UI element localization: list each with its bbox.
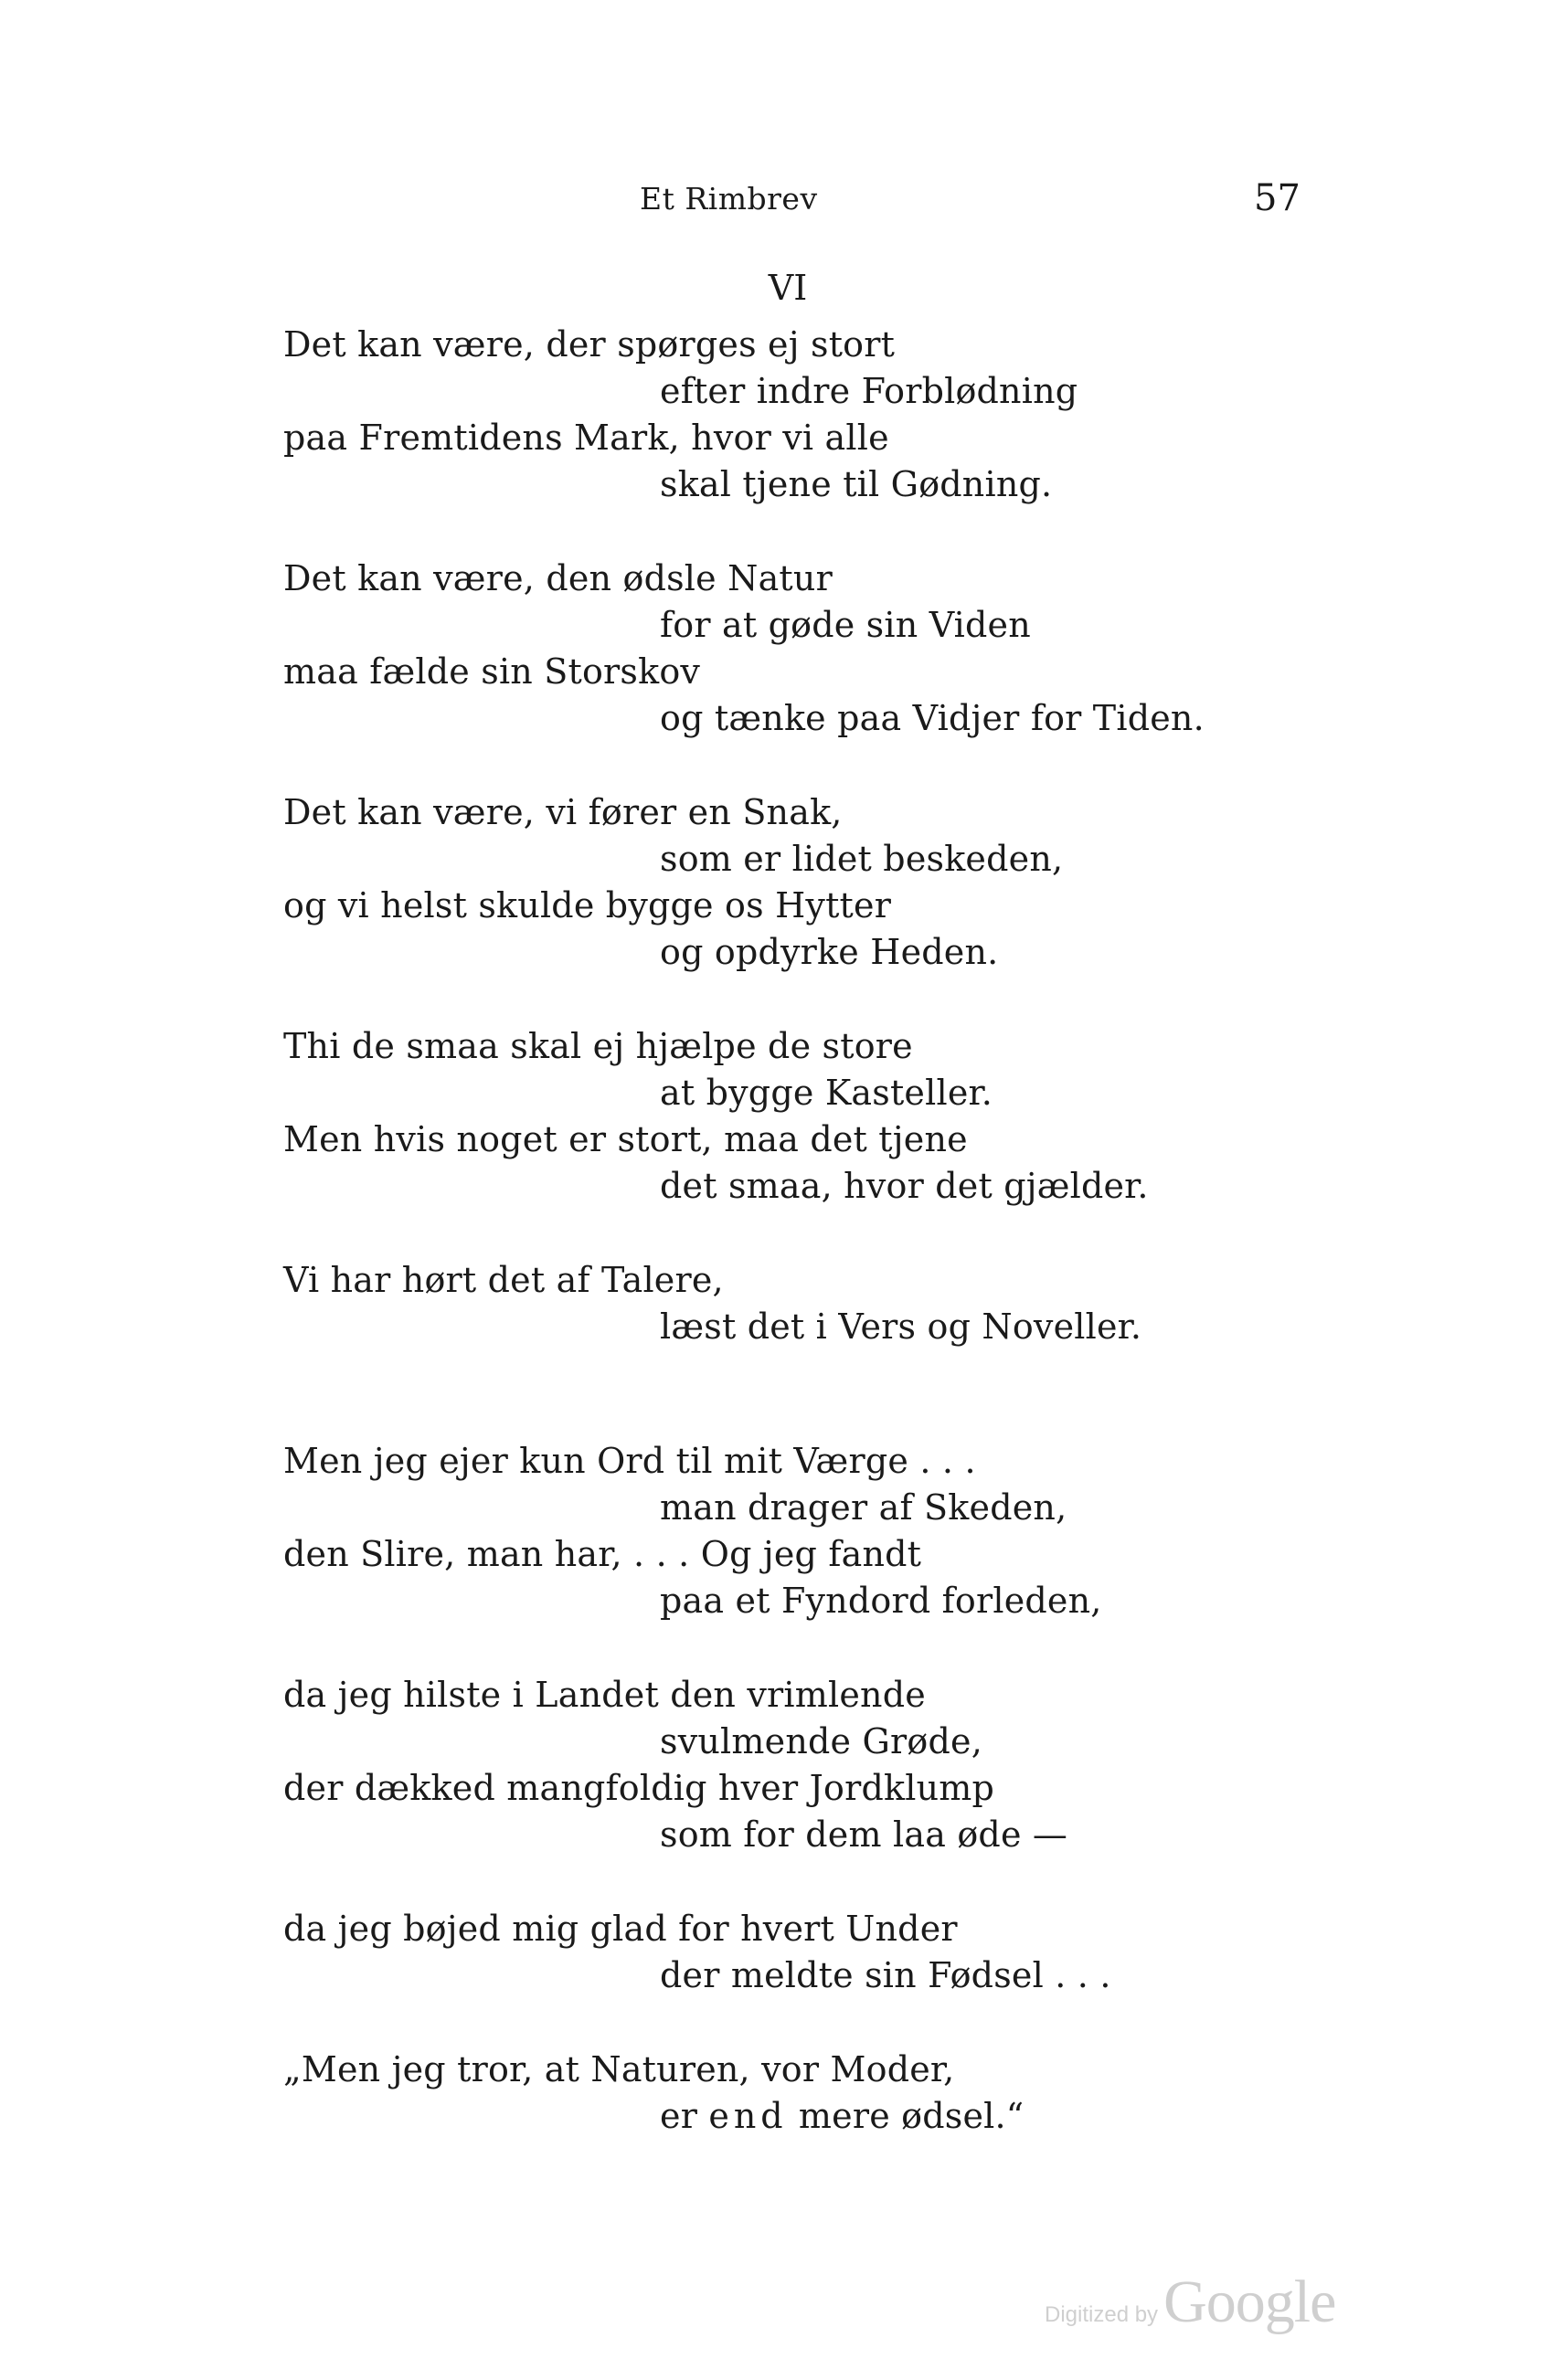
section-number: VI — [768, 268, 808, 308]
poem-line: som er lidet beskeden, — [660, 839, 1064, 879]
poem-line: da jeg bøjed mig glad for hvert Under — [283, 1909, 958, 1949]
poem-line: svulmende Grøde, — [660, 1721, 982, 1761]
stanza — [283, 2047, 1380, 2140]
poem-line: som for dem laa øde — — [660, 1814, 1068, 1855]
digitized-by-google-watermark — [1045, 2268, 1335, 2337]
poem-line — [283, 2093, 1380, 2140]
poem-word: er — [660, 2096, 698, 2136]
poem-line: og vi helst skulde bygge os Hytter — [283, 885, 892, 926]
stanza — [283, 322, 1380, 508]
poem-line: maa fælde sin Storskov — [283, 651, 701, 692]
poem-line: paa Fremtidens Mark, hvor vi alle — [283, 418, 889, 458]
poem-line: Det kan være, den ødsle Natur — [283, 558, 833, 598]
poem — [283, 322, 1380, 2140]
google-logo: Google — [1163, 2269, 1336, 2335]
poem-line: efter indre Forblødning — [660, 371, 1078, 411]
poem-line: at bygge Kasteller. — [660, 1073, 993, 1113]
stanza — [283, 1023, 1380, 1210]
running-head — [0, 177, 1550, 227]
stanza — [283, 1438, 1380, 1624]
poem-line: Men hvis noget er stort, maa det tjene — [283, 1119, 968, 1159]
poem-line: Vi har hørt det af Talere, — [283, 1260, 724, 1300]
stanza — [283, 1672, 1380, 1858]
emphasized-word: end — [708, 2096, 788, 2136]
poem-line: der meldte sin Fødsel . . . — [660, 1955, 1111, 1995]
stanza — [283, 1257, 1380, 1350]
poem-line: Det kan være, vi fører en Snak, — [283, 792, 843, 832]
poem-line: da jeg hilste i Landet den vrimlende — [283, 1675, 926, 1715]
poem-line: Det kan være, der spørges ej stort — [283, 324, 896, 365]
poem-line: skal tjene til Gødning. — [660, 464, 1053, 504]
poem-line: „Men jeg tror, at Naturen, vor Moder, — [283, 2049, 955, 2089]
running-title: Et Rimbrev — [640, 181, 818, 217]
page-number: 57 — [1254, 177, 1301, 219]
stanza — [283, 1906, 1380, 1999]
poem-line: for at gøde sin Viden — [660, 605, 1031, 645]
poem-line: den Slire, man har, . . . Og jeg fandt — [283, 1534, 922, 1574]
poem-line: man drager af Skeden, — [660, 1487, 1067, 1528]
poem-line: Thi de smaa skal ej hjælpe de store — [283, 1026, 913, 1066]
stanza — [283, 555, 1380, 742]
poem-word: mere ødsel.“ — [798, 2096, 1024, 2136]
poem-line: og opdyrke Heden. — [660, 932, 999, 972]
stanza — [283, 789, 1380, 976]
poem-line: det smaa, hvor det gjælder. — [660, 1166, 1149, 1206]
poem-line: læst det i Vers og Noveller. — [660, 1306, 1142, 1347]
watermark-prefix: Digitized by — [1045, 2302, 1159, 2327]
poem-line: Men jeg ejer kun Ord til mit Værge . . . — [283, 1441, 976, 1481]
poem-line: der dækked mangfoldig hver Jordklump — [283, 1768, 994, 1808]
poem-line: paa et Fyndord forleden, — [660, 1581, 1102, 1621]
poem-line: og tænke paa Vidjer for Tiden. — [660, 698, 1205, 738]
